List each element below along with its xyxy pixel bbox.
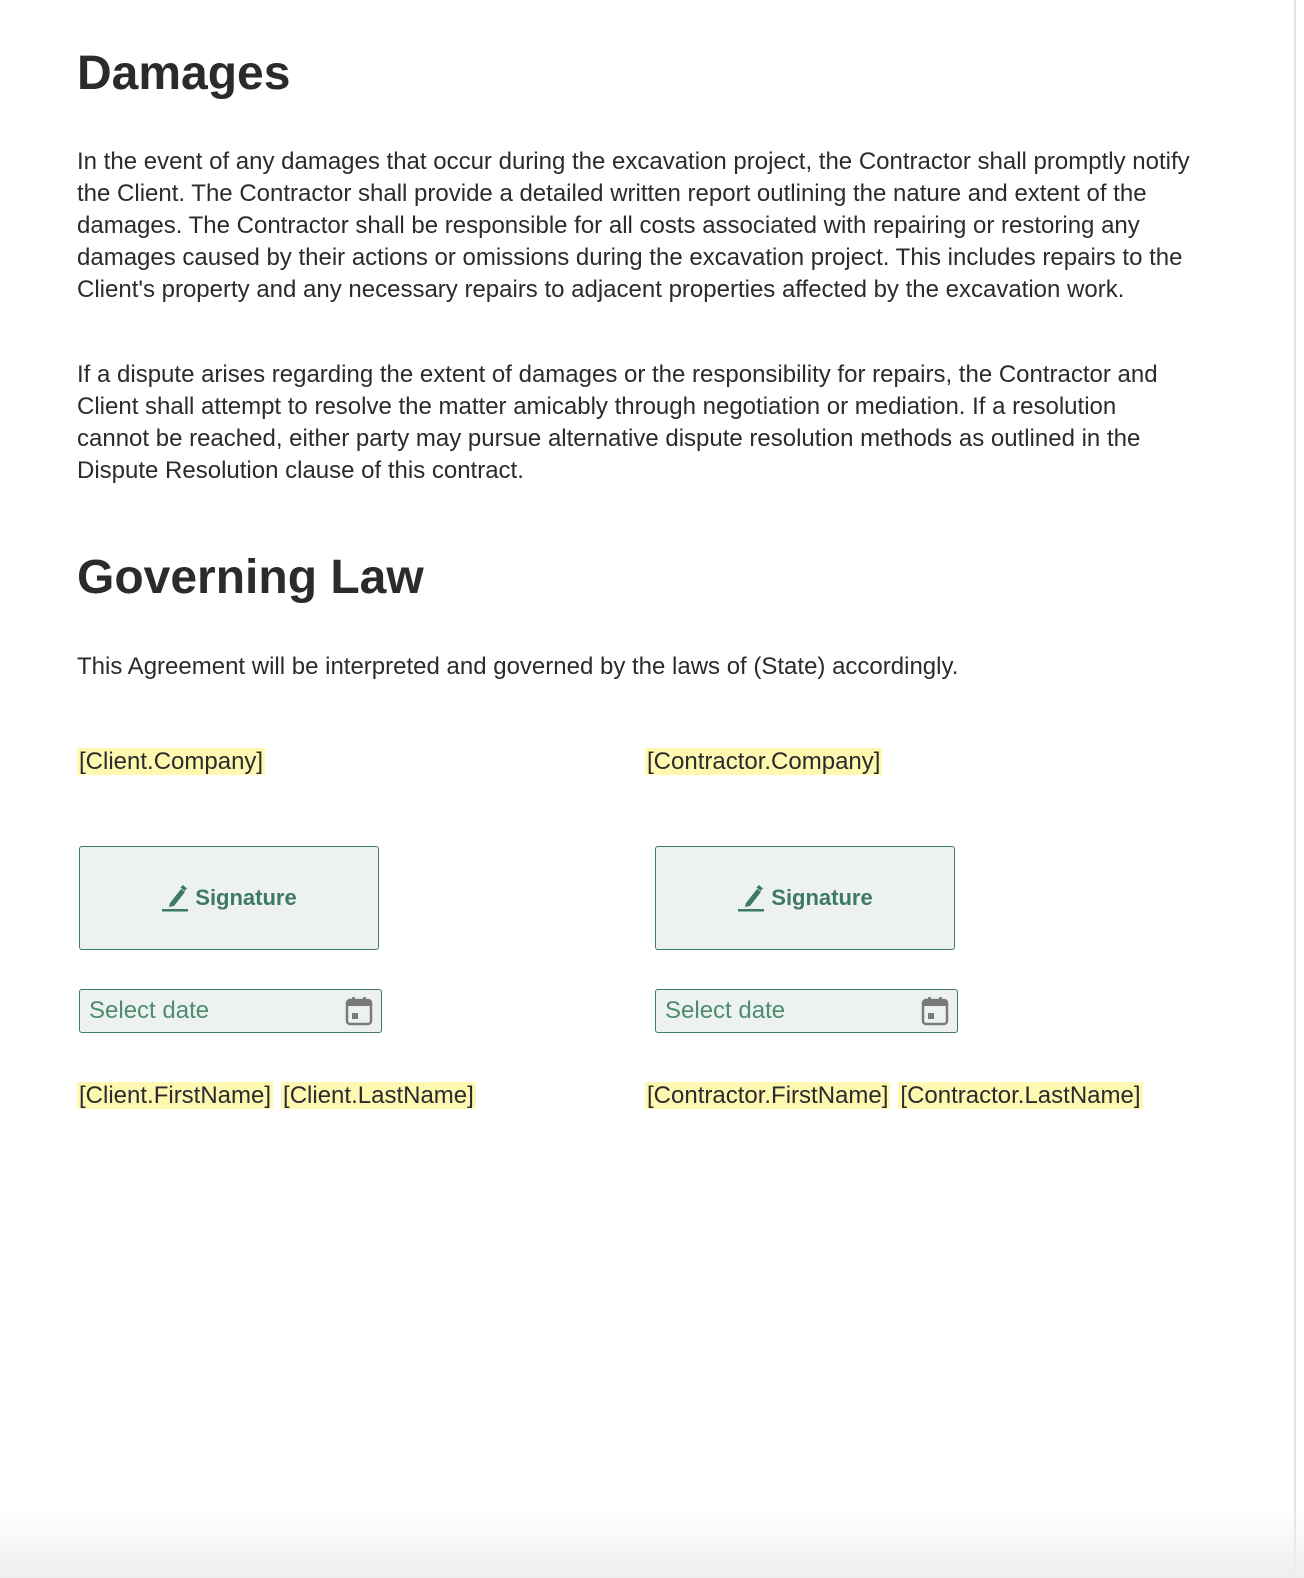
client-last-name-placeholder: [Client.LastName]	[283, 1082, 474, 1109]
client-first-name-placeholder: [Client.FirstName]	[79, 1082, 272, 1109]
client-company-field	[77, 747, 265, 777]
client-signature-content	[161, 883, 296, 913]
section-heading-governing-law: Governing Law	[77, 551, 424, 604]
contractor-company-field	[645, 747, 882, 777]
section-heading-damages: Damages	[77, 47, 291, 100]
contractor-company-placeholder: [Contractor.Company]	[647, 748, 881, 775]
bottom-shadow	[0, 1510, 1304, 1578]
client-date-picker[interactable]	[79, 989, 382, 1033]
contractor-last-name-placeholder: [Contractor.LastName]	[900, 1082, 1141, 1109]
pen-icon	[161, 883, 189, 913]
page-edge-divider	[1294, 0, 1296, 1578]
client-name-fields	[77, 1081, 476, 1111]
client-signature-label: Signature	[195, 885, 297, 910]
contractor-date-input[interactable]	[665, 995, 905, 1027]
damages-paragraph-1: In the event of any damages that occur during the excavation project, the Contractor shall promptly notify the Client. The Contractor shall provide a detailed written report outlining the nature and extent of the damages. The Contractor shall be responsible for all costs associated with repairing or restoring any damages caused by their actions or omissions during the excavation project. This includes repairs to the Client's property and any necessary repairs to adjacent properties affected by the excavation work.	[77, 148, 1190, 303]
calendar-icon[interactable]	[345, 996, 373, 1026]
governing-law-paragraph: This Agreement will be interpreted and governed by the laws of (State) accordingly.	[77, 653, 959, 680]
damages-paragraph-2: If a dispute arises regarding the extent of damages or the responsibility for repairs, the Contractor and Client shall attempt to resolve the matter amicably through negotiation or mediation. If a resolution cannot be reached, either party may pursue alternative dispute resolution methods as outlined in the Dispute Resolution clause of this contract.	[77, 361, 1158, 484]
pen-icon	[737, 883, 765, 913]
client-date-input[interactable]	[89, 995, 329, 1027]
contractor-signature-content	[737, 883, 872, 913]
contractor-name-fields	[645, 1081, 1143, 1111]
client-company-placeholder: [Client.Company]	[79, 748, 264, 775]
contractor-signature-label: Signature	[771, 885, 873, 910]
contractor-date-picker[interactable]	[655, 989, 958, 1033]
contractor-first-name-placeholder: [Contractor.FirstName]	[647, 1082, 889, 1109]
calendar-icon[interactable]	[921, 996, 949, 1026]
contractor-signature-button[interactable]	[655, 846, 955, 950]
client-signature-button[interactable]	[79, 846, 379, 950]
